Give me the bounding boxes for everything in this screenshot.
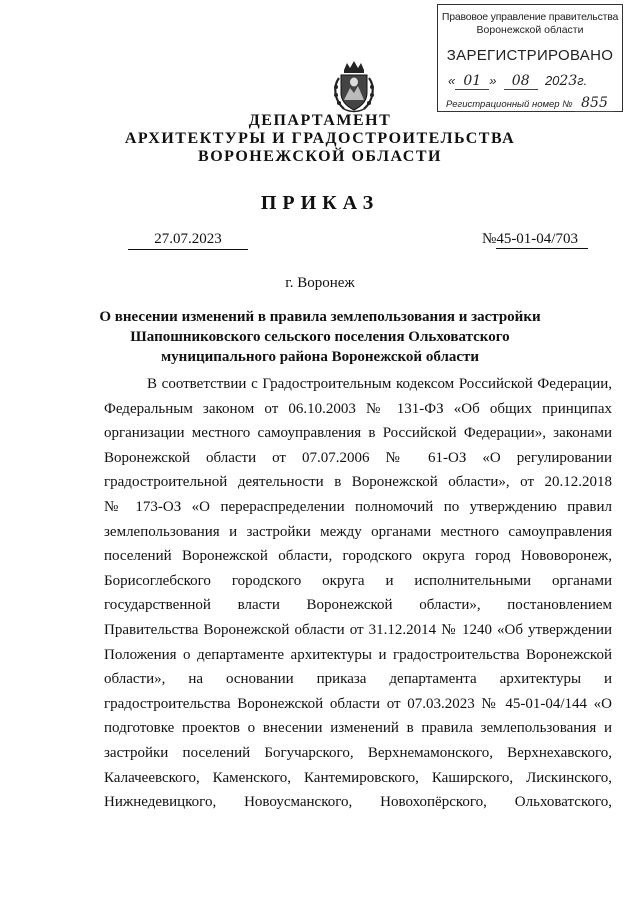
- body-line: области», на основании приказа департамента архитектуры и: [104, 671, 612, 688]
- body-line: Калачеевского, Каменского, Кантемировского, Каширского, Лискинского,: [104, 769, 612, 786]
- body-line: поселений Воронежской области, городского округа город Нововоронеж,: [104, 548, 612, 565]
- stamp-reg-number: [446, 95, 614, 111]
- body-line: Нижнедевицкого, Новоусманского, Новохопёрского, Ольховатского,: [104, 794, 612, 811]
- title-line: О внесении изменений в правила землепользования и застройки: [99, 309, 541, 325]
- body-line: градостроительной деятельности в Воронежской области», от 20.12.2018: [104, 474, 612, 491]
- title-line: Шапошниковского сельского поселения Ольховатского: [130, 329, 510, 345]
- document-title: [0, 307, 640, 367]
- dept-line3: ВОРОНЕЖСКОЙ ОБЛАСТИ: [198, 148, 442, 165]
- body-line: № 173-ОЗ «О перераспределении полномочий по утверждению правил: [104, 498, 612, 515]
- document-type: ПРИКАЗ: [260, 192, 380, 214]
- body-line: государственной власти Воронежской области», постановлением: [104, 597, 612, 614]
- number-sign: №: [482, 231, 497, 247]
- stamp-registered: ЗАРЕГИСТРИРОВАНО: [446, 47, 614, 64]
- body-line: В соответствии с Градостроительным кодексом Российской Федерации,: [147, 376, 612, 392]
- number-value: 45-01-04/703: [496, 231, 588, 249]
- body-line: Воронежской области от 07.07.2006 № 61-ОЗ «О регулировании: [104, 449, 612, 466]
- body-line: подготовке проектов о внесении изменений в правила землепользования и: [104, 720, 612, 737]
- stamp-org-line1: Правовое управление правительства: [441, 11, 619, 23]
- city: г. Воронеж: [285, 275, 355, 291]
- body-line: градостроительства Воронежской области от 07.03.2023 № 45-01-04/144 «О: [104, 695, 612, 712]
- voronezh-coat-of-arms-icon: [330, 60, 378, 114]
- body-line: застройки поселений Богучарского, Верхнемамонского, Верхнехавского,: [104, 744, 612, 761]
- stamp-org-line2: Воронежской области: [476, 24, 584, 36]
- document-number: [482, 231, 588, 249]
- body-line: Федеральным законом от 06.10.2003 № 131-ФЗ «Об общих принципах: [104, 400, 612, 417]
- registration-stamp: [437, 4, 623, 112]
- stamp-reg-number-label: Регистрационный номер №: [446, 99, 573, 110]
- body-line: Борисоглебского городского округа и исполнительными органами: [104, 572, 612, 589]
- stamp-date-year-suffix: 23: [559, 73, 578, 89]
- document-date: 27.07.2023: [128, 231, 248, 250]
- dept-line1: ДЕПАРТАМЕНТ: [248, 112, 392, 129]
- title-line: муниципального района Воронежской области: [160, 349, 480, 365]
- stamp-date-month: 08: [504, 73, 538, 90]
- body-line: организации местного самоуправления в Российской Федерации», законами: [104, 425, 612, 442]
- dept-line2: АРХИТЕКТУРЫ И ГРАДОСТРОИТЕЛЬСТВА: [124, 130, 516, 147]
- stamp-reg-number-value: 855: [575, 95, 614, 112]
- stamp-date: « 01 » 08 2023г.: [448, 73, 588, 89]
- stamp-date-day: 01: [455, 73, 489, 90]
- body-line: землепользования и застройки между органами местного самоуправления: [104, 523, 612, 540]
- body-line: Положения о департаменте архитектуры и градостроительства Воронежской: [104, 646, 612, 663]
- body-line: Правительства Воронежской области от 31.12.2014 № 1240 «Об утверждении: [104, 621, 612, 638]
- body-text: [104, 372, 612, 815]
- stamp-date-year-prefix: 20: [544, 73, 560, 88]
